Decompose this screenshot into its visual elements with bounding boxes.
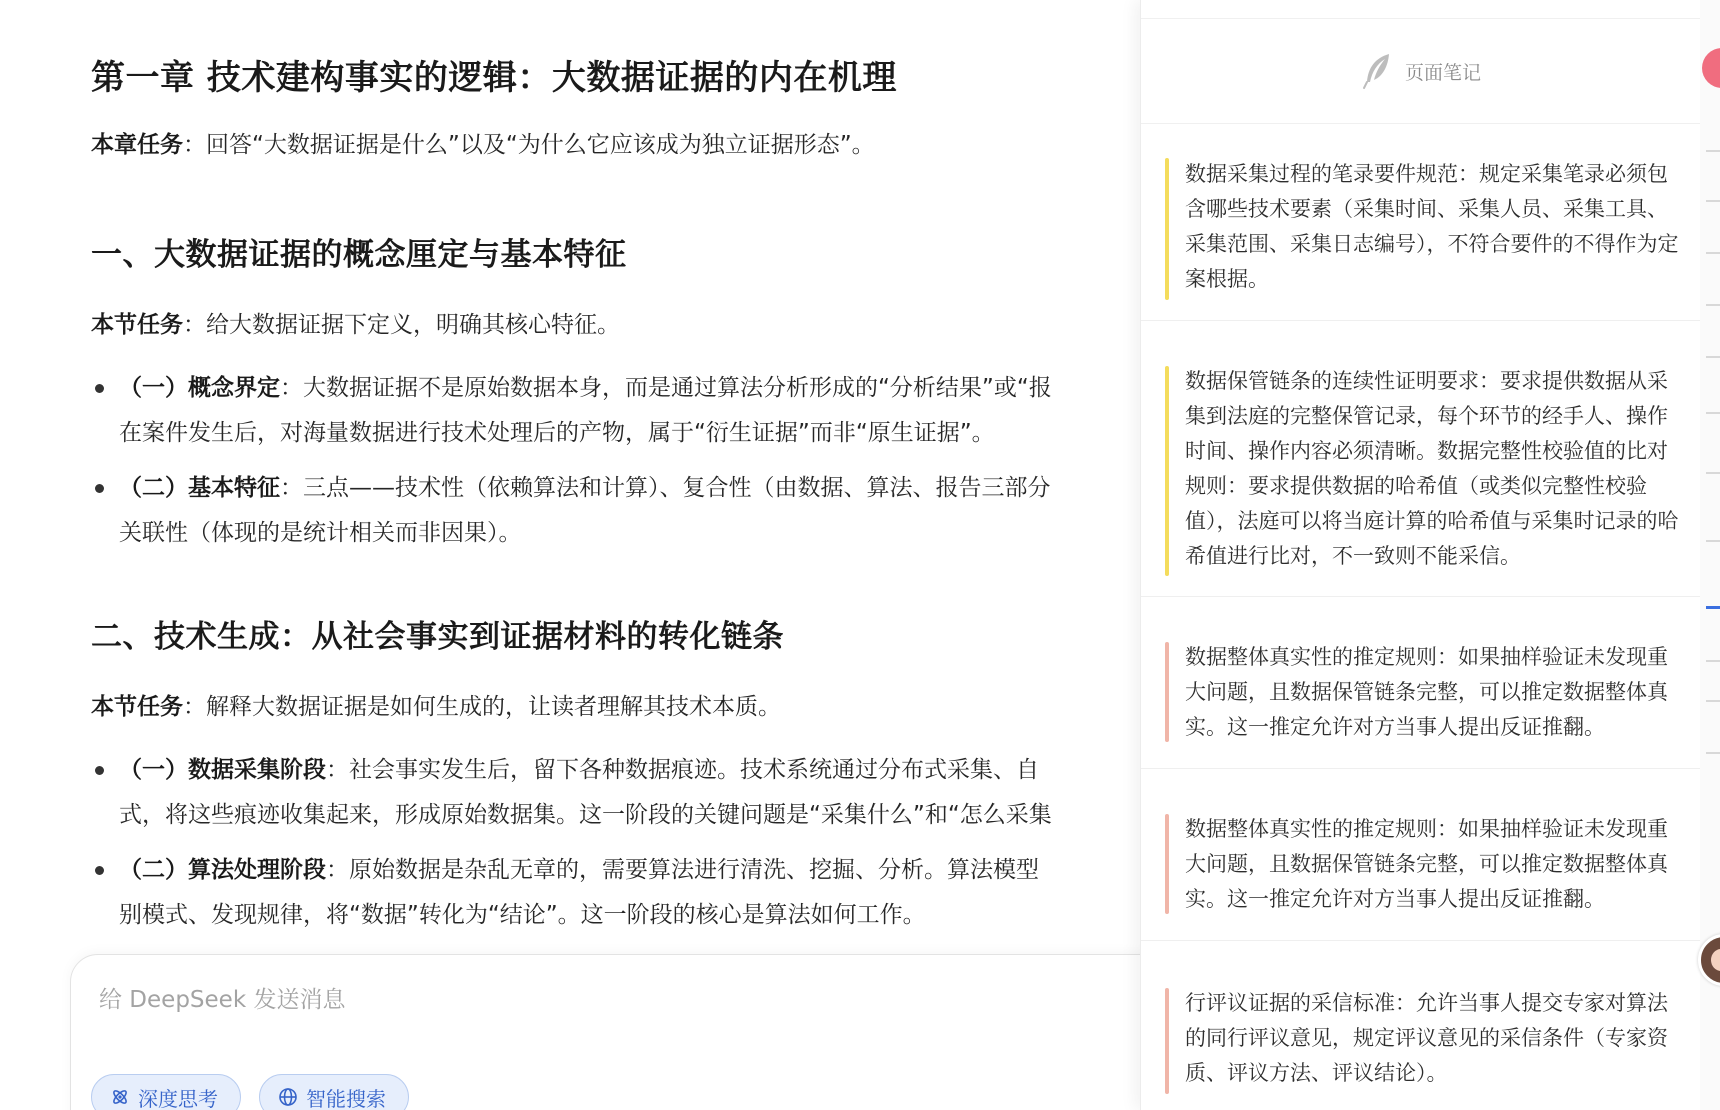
note-card[interactable] — [1141, 596, 1701, 769]
feather-icon — [1361, 52, 1393, 90]
section-task-text: ：解释大数据证据是如何生成的，让读者理解其技术本质。 — [183, 694, 781, 720]
section-task-label: 本节任务 — [91, 694, 183, 720]
note-text: 数据保管链条的连续性证明要求：要求提供数据从采集到法庭的完整保管记录，每个环节的经手人、操作时间、操作内容必须清晰。数据完整性校验值的比对规则：要求提供数据的哈希值（或类似完整性校验值），法庭可以将当庭计算的哈希值与采集时记录的哈希值进行比对，不一致则不能采信。 — [1185, 369, 1679, 568]
list-item-line-continued: 别模式、发现规律，将“数据”转化为“结论”。这一阶段的核心是算法如何工作。 — [119, 902, 926, 928]
chapter-task-label: 本章任务 — [91, 132, 183, 158]
list-item-title: （二）算法处理阶段 — [119, 857, 326, 883]
smart-search-button[interactable] — [259, 1074, 409, 1110]
list-item — [91, 366, 1140, 456]
list-item — [91, 848, 1140, 938]
nav-tick[interactable] — [1706, 356, 1720, 358]
nav-tick[interactable] — [1706, 412, 1720, 414]
section-task-text: ：给大数据证据下定义，明确其核心特征。 — [183, 312, 620, 338]
section-heading: 二、技术生成：从社会事实到证据材料的转化链条 — [91, 619, 784, 655]
bullet-dot — [95, 484, 104, 493]
list-item-title: （二）基本特征 — [119, 475, 280, 501]
notes-panel-title: 页面笔记 — [1404, 61, 1481, 84]
nav-tick[interactable] — [1706, 304, 1720, 306]
note-card[interactable] — [1141, 320, 1701, 597]
notes-panel — [1140, 0, 1701, 1110]
note-text: 数据整体真实性的推定规则：如果抽样验证未发现重大问题，且数据保管链条完整，可以推定数据整体真实。这一推定允许对方当事人提出反证推翻。 — [1185, 645, 1668, 739]
bullet-dot — [95, 866, 104, 875]
note-card[interactable] — [1141, 940, 1701, 1110]
section-task — [91, 688, 781, 721]
list-item-line-continued: 在案件发生后，对海量数据进行技术处理后的产物，属于“衍生证据”而非“原生证据”。 — [119, 420, 995, 446]
nav-tick[interactable] — [1706, 752, 1720, 754]
note-text: 数据整体真实性的推定规则：如果抽样验证未发现重大问题，且数据保管链条完整，可以推定数据整体真实。这一推定允许对方当事人提出反证推翻。 — [1185, 817, 1668, 911]
deep-think-button[interactable] — [91, 1074, 241, 1110]
globe-icon — [278, 1087, 298, 1107]
nav-tick-active[interactable] — [1706, 606, 1720, 609]
deep-think-label: 深度思考 — [138, 1086, 218, 1110]
list-item-text: ：三点——技术性（依赖算法和计算）、复合性（由数据、算法、报告三部分 — [280, 475, 1051, 501]
chapter-task-text: ：回答“大数据证据是什么”以及“为什么它应该成为独立证据形态”。 — [183, 132, 875, 158]
atom-icon — [110, 1087, 130, 1107]
note-text: 数据采集过程的笔录要件规范：规定采集笔录必须包含哪些技术要素（采集时间、采集人员、采集工具、采集范围、采集日志编号），不符合要件的不得作为定案根据。 — [1185, 162, 1679, 291]
notes-panel-header — [1141, 18, 1701, 124]
list-item-line — [91, 366, 1140, 411]
smart-search-label: 智能搜索 — [306, 1086, 386, 1110]
message-input[interactable]: 给 DeepSeek 发送消息 — [99, 987, 346, 1013]
section-heading: 一、大数据证据的概念厘定与基本特征 — [91, 237, 627, 273]
nav-tick[interactable] — [1706, 150, 1720, 152]
list-item-line-continued: 关联性（体现的是统计相关而非因果）。 — [119, 520, 522, 546]
list-item-text: ：原始数据是杂乱无章的，需要算法进行清洗、挖掘、分析。算法模型 — [326, 857, 1039, 883]
message-composer[interactable] — [70, 954, 1140, 1110]
note-card[interactable] — [1141, 768, 1701, 941]
list-item — [91, 748, 1140, 838]
note-text: 行评议证据的采信标准：允许当事人提交专家对算法的同行评议意见，规定评议意见的采信条件（专家资质、评议方法、评议结论）。 — [1185, 991, 1668, 1085]
list-item-line-continued: 式，将这些痕迹收集起来，形成原始数据集。这一阶段的关键问题是“采集什么”和“怎么采集 — [119, 802, 1052, 828]
section-task-label: 本节任务 — [91, 312, 183, 338]
bullet-dot — [95, 766, 104, 775]
nav-tick[interactable] — [1706, 472, 1720, 474]
list-item-title: （一）数据采集阶段 — [119, 757, 326, 783]
nav-tick[interactable] — [1706, 252, 1720, 254]
nav-tick[interactable] — [1706, 200, 1720, 202]
list-item-line — [91, 748, 1140, 793]
note-card[interactable] — [1141, 122, 1701, 321]
chapter-task — [91, 126, 875, 159]
section-task — [91, 306, 620, 339]
bullet-dot — [95, 384, 104, 393]
list-item-line — [91, 466, 1140, 511]
chapter-title: 第一章 技术建构事实的逻辑：大数据证据的内在机理 — [91, 58, 897, 98]
nav-tick[interactable] — [1706, 660, 1720, 662]
list-item-line — [91, 848, 1140, 893]
list-item-text: ：大数据证据不是原始数据本身，而是通过算法分析形成的“分析结果”或“报 — [280, 375, 1052, 401]
nav-tick[interactable] — [1706, 540, 1720, 542]
nav-tick[interactable] — [1706, 700, 1720, 702]
list-item — [91, 466, 1140, 556]
list-item-title: （一）概念界定 — [119, 375, 280, 401]
list-item-text: ：社会事实发生后，留下各种数据痕迹。技术系统通过分布式采集、自 — [326, 757, 1039, 783]
